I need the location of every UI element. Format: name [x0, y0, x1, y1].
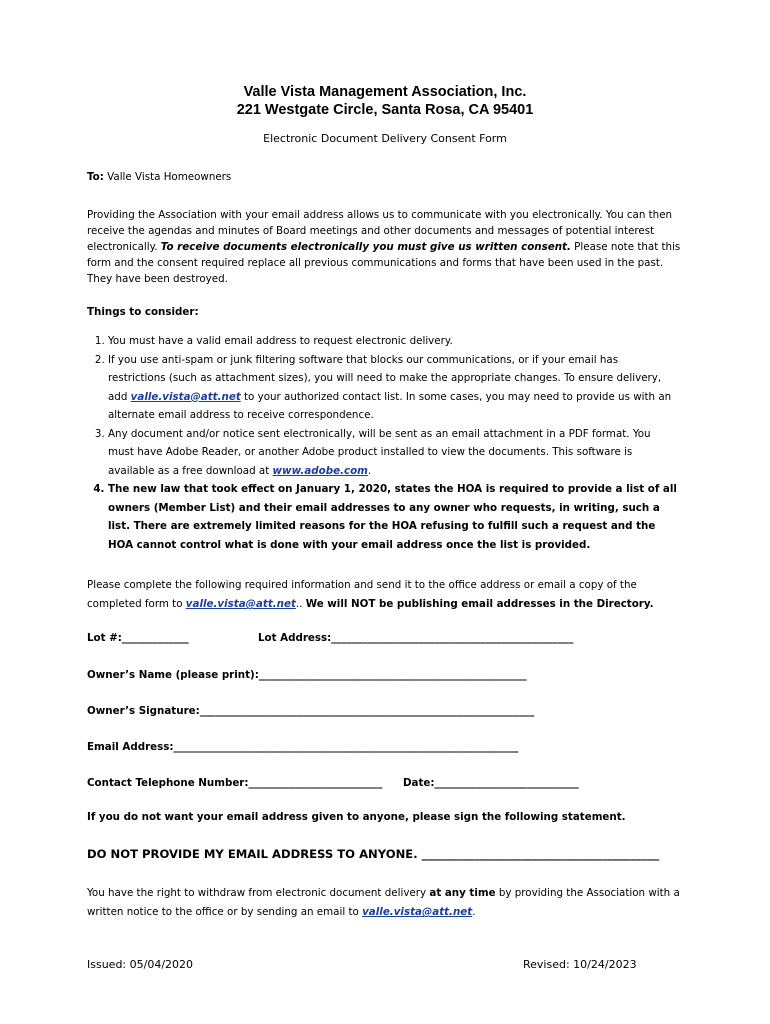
intro-text-1: Providing the Association with your email address allows us to communicate with you electronically. You can then receive the agendas and minutes of Board meetings and other documents and messages of potential interest electronically.	[87, 209, 673, 253]
form-title: Electronic Document Delivery Consent Form	[263, 132, 507, 145]
owner-name-field[interactable]: Owner’s Name (please print):____________________________________________________	[87, 669, 527, 681]
intro-emphasis: To receive documents electronically you must give us written consent.	[160, 241, 571, 253]
intro-text-2: Please note that this form and the consent required replace all previous communications and forms that have been used in the past. They have been destroyed.	[87, 241, 681, 285]
withdraw-text: You have the right to withdraw from electronic document delivery	[87, 887, 430, 899]
item-3-text-after: .	[367, 464, 372, 477]
item-3-text: Any document and/or notice sent electronically, will be sent as an email attachment in a PDF format. You must have Adobe Reader, or another Adobe product installed to view the documents. This software is available as a free download at	[108, 427, 651, 477]
to-value: Valle Vista Homeowners	[107, 171, 232, 183]
list-item	[108, 480, 678, 554]
to-label: To:	[87, 171, 104, 183]
revised-date: Revised: 10/24/2023	[523, 958, 637, 971]
list-item	[108, 332, 678, 351]
lot-field[interactable]: Lot #:_____________	[87, 632, 189, 644]
withdraw-middle: by providing the Association with a written notice to the office or by sending an email to	[87, 887, 680, 918]
phone-field[interactable]: Contact Telephone Number:__________________________	[87, 777, 383, 789]
email-field[interactable]: Email Address:___________________________________________________________________	[87, 741, 519, 753]
statement-intro: If you do not want your email address given to anyone, please sign the following statement.	[87, 811, 626, 823]
date-field[interactable]: Date:____________________________	[403, 777, 579, 789]
issued-date: Issued: 05/04/2020	[87, 958, 194, 971]
withdraw-bold: at any time	[429, 887, 496, 899]
lot-address-field[interactable]: Lot Address:_______________________________________________	[258, 632, 574, 644]
list-item	[108, 425, 678, 481]
things-heading: Things to consider:	[87, 306, 199, 318]
withdraw-paragraph	[87, 884, 687, 922]
item-2-text: If you use anti-spam or junk filtering software that blocks our communications, or if your email has restrictions (such as attachment sizes), you will need to make the appropriate changes. To ensure delivery, add	[108, 353, 662, 403]
adobe-link[interactable]: www.adobe.com	[272, 464, 368, 477]
item-2-text-after: to your authorized contact list. In some cases, you may need to provide us with an alternate email address to receive correspondence.	[108, 390, 672, 421]
instructions-bold: We will NOT be publishing email addresses in the Directory.	[305, 598, 654, 610]
item-1-text: You must have a valid email address to request electronic delivery.	[108, 335, 453, 347]
do-not-provide-statement[interactable]: DO NOT PROVIDE MY EMAIL ADDRESS TO ANYONE. _________________________________________	[87, 847, 660, 861]
owner-signature-field[interactable]: Owner’s Signature:_________________________________________________________________	[87, 705, 535, 717]
instructions-after: ..	[295, 598, 306, 610]
org-address: 221 Westgate Circle, Santa Rosa, CA 95401	[236, 102, 534, 118]
list-item	[108, 351, 678, 425]
email-link[interactable]: valle.vista@att.net	[362, 906, 473, 918]
withdraw-after: .	[472, 906, 476, 918]
to-line	[87, 171, 231, 183]
org-name: Valle Vista Management Association, Inc.	[243, 84, 527, 100]
instructions-paragraph	[87, 576, 687, 614]
intro-paragraph	[87, 207, 687, 287]
things-list	[87, 332, 678, 554]
email-link[interactable]: valle.vista@att.net	[185, 598, 296, 610]
item-4-text: The new law that took effect on January 1, 2020, states the HOA is required to provide a list of all owners (Member List) and their email addresses to any owner who requests, in writing, such a list. There are extremely limited reasons for the HOA refusing to fulfill such a request and the HOA cannot control what is done with your email address once the list is provided.	[108, 483, 677, 551]
instructions-text: Please complete the following required information and send it to the office address or email a copy of the completed form to	[87, 579, 637, 610]
email-link[interactable]: valle.vista@att.net	[130, 390, 241, 403]
